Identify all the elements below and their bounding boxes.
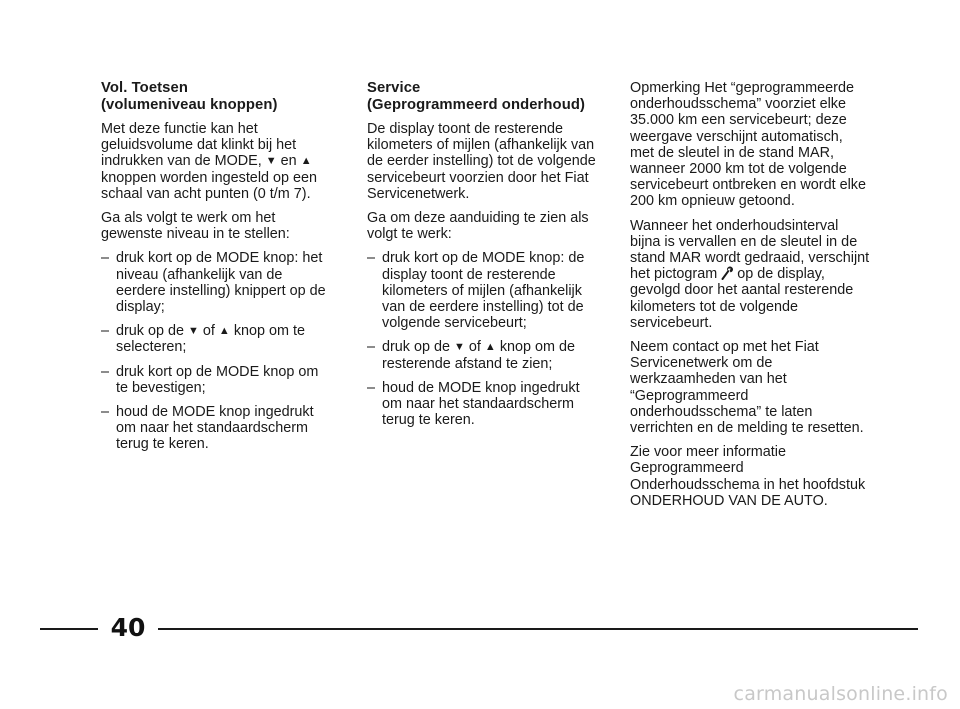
text: knop om te selecteren; <box>116 323 306 356</box>
paragraph <box>630 218 870 331</box>
paragraph: Opmerking Het “geprogrammeerde onderhoudsschema” voorziet elke 35.000 km een servicebeurt; deze weergave verschijnt automatisch, met de sleutel in de stand MAR, wanneer 2000 km tot de volgende servicebeurt ontbreken en wordt elke 200 km opnieuw getoond. <box>630 80 866 210</box>
column-service <box>367 80 597 436</box>
footer-rule-left <box>40 628 98 630</box>
list-item: – houd de MODE knop ingedrukt om naar het standaardscherm terug te keren. <box>367 380 597 429</box>
paragraph: Ga als volgt te werk om het gewenste niveau in te stellen: <box>101 210 290 243</box>
page-number: 40 <box>110 613 146 642</box>
text: knop om de resterende afstand te zien; <box>382 339 576 372</box>
column-notes <box>630 80 870 517</box>
paragraph: Zie voor meer informatie Geprogrammeerd Onderhoudsschema in het hoofdstuk ONDERHOUD VAN DE AUTO. <box>630 444 866 509</box>
up-arrow-icon: ▲ <box>218 325 230 338</box>
text: Met deze functie kan het geluidsvolume dat klinkt bij het indrukken van de MODE, <box>101 121 297 170</box>
down-arrow-icon: ▼ <box>188 325 199 338</box>
text: knoppen worden ingesteld op een schaal van acht punten (0 t/m 7). <box>101 169 318 202</box>
wrench-icon <box>721 266 733 280</box>
text: of <box>202 323 215 340</box>
text: en <box>280 153 297 170</box>
list-item: – druk kort op de MODE knop: het niveau (afhankelijk van de eerdere instelling) knippert op de display; <box>101 250 333 315</box>
paragraph: Neem contact op met het Fiat Servicenetwerk om de werkzaamheden van het “Geprogrammeerd onderhoudsschema” te laten verrichten en de melding te resetten. <box>630 339 864 437</box>
footer-rule-right <box>158 628 918 630</box>
list-item <box>367 339 597 371</box>
section-heading-volume <box>101 80 333 114</box>
heading-line-2: (Geprogrammeerd onderhoud) <box>367 97 585 113</box>
heading-line-1: Vol. Toetsen <box>101 80 188 96</box>
down-arrow-icon: ▼ <box>265 155 277 168</box>
paragraph: Ga om deze aanduiding te zien als volgt te werk: <box>367 210 589 243</box>
heading-line-1: Service <box>367 80 421 96</box>
text: of <box>468 339 481 356</box>
text: op de display, gevolgd door het aantal resterende kilometers tot de volgende servicebeurt. <box>630 266 854 331</box>
up-arrow-icon: ▲ <box>484 341 496 354</box>
step-list <box>101 250 333 452</box>
up-arrow-icon: ▲ <box>300 155 312 168</box>
list-item: – druk kort op de MODE knop om te bevestigen; <box>101 364 333 396</box>
paragraph: De display toont de resterende kilometers of mijlen (afhankelijk van de eerder instelling) tot de volgende servicebeurt voorzien door het Fiat Servicenetwerk. <box>367 121 596 202</box>
column-volume-keys <box>101 80 333 461</box>
heading-line-2: (volumeniveau knoppen) <box>101 97 278 113</box>
down-arrow-icon: ▼ <box>454 341 465 354</box>
section-heading-service <box>367 80 597 114</box>
text: Wanneer het onderhoudsinterval bijna is vervallen en de sleutel in de stand MAR wordt gedraaid, verschijnt het pictogram <box>630 217 870 283</box>
list-item: – houd de MODE knop ingedrukt om naar het standaardscherm terug te keren. <box>101 404 333 453</box>
text: druk op de <box>116 323 185 340</box>
list-item <box>101 323 333 355</box>
paragraph <box>101 121 333 202</box>
list-item: – druk kort op de MODE knop: de display toont de resterende kilometers of mijlen (afhankelijk van de eerdere instelling) tot de volgende servicebeurt; <box>367 250 597 331</box>
watermark: carmanualsonline.info <box>733 683 948 705</box>
step-list <box>367 250 597 428</box>
text: druk op de <box>382 339 451 356</box>
